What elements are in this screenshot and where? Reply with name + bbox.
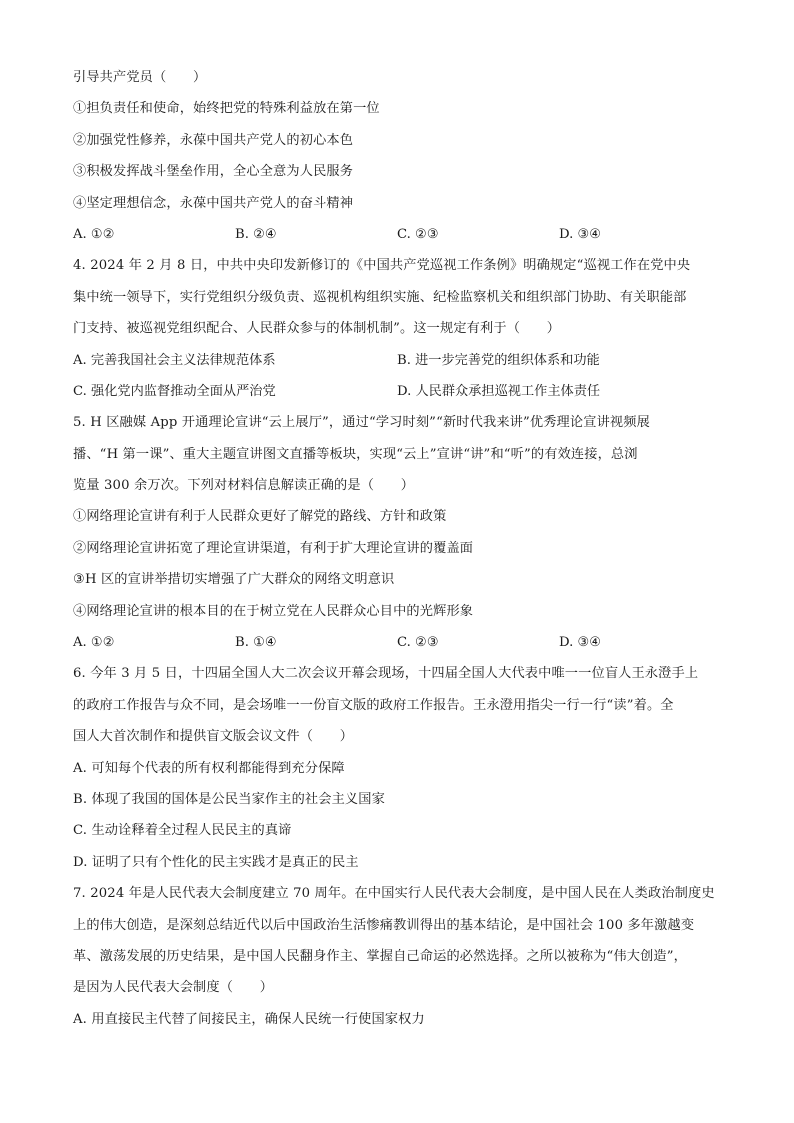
- q4-options-row-2: [73, 376, 723, 407]
- q7-stem-line-1: 7. 2024 年是人民代表大会制度建立 70 周年。在中国实行人民代表大会制度，是中国人民在人类政治制度史: [73, 886, 715, 902]
- q5-option-c: C. ②③: [397, 635, 439, 651]
- q4-option-d: D. 人民群众承担巡视工作主体责任: [397, 383, 601, 399]
- q4-option-c: C. 强化党内监督推动全面从严治党: [73, 383, 276, 399]
- q3-option-d: D. ③④: [559, 226, 602, 242]
- q3-option-b: B. ②④: [235, 226, 277, 242]
- q3-stem-tail: 引导共产党员（ ）: [73, 70, 207, 85]
- q4-stem-line-3: 门支持、被巡视党组织配合、人民群众参与的体制机制”。这一规定有利于（ ）: [73, 321, 561, 337]
- q5-option-a: A. ①②: [73, 635, 115, 651]
- q4-stem-line-1: 4. 2024 年 2 月 8 日，中共中央印发新修订的《中国共产党巡视工作条例》明确规定“巡视工作在党中央: [73, 258, 691, 274]
- q5-option-b: B. ①④: [235, 635, 277, 651]
- q3-item-3: ③积极发挥战斗堡垒作用，全心全意为人民服务: [73, 164, 354, 180]
- q5-item-1: ①网络理论宣讲有利于人民群众更好了解党的路线、方针和政策: [73, 509, 447, 525]
- q3-item-4: ④坚定理想信念，永葆中国共产党人的奋斗精神: [73, 195, 354, 211]
- q6-option-a: A. 可知每个代表的所有权利都能得到充分保障: [73, 760, 345, 776]
- q5-stem-line-3: 览量 300 余万次。下列对材料信息解读正确的是（ ）: [73, 478, 415, 494]
- q4-option-b: B. 进一步完善党的组织体系和功能: [397, 352, 600, 368]
- q4-option-a: A. 完善我国社会主义法律规范体系: [73, 352, 276, 368]
- q7-option-a: A. 用直接民主代替了间接民主，确保人民统一行使国家权力: [73, 1011, 425, 1027]
- q7-stem-line-3: 革、激荡发展的历史结果，是中国人民翻身作主、掌握自己命运的必然选择。之所以被称为“伟大创造”，: [73, 948, 687, 964]
- q3-options: [73, 219, 723, 250]
- q7-stem-line-4: 是因为人民代表大会制度（ ）: [73, 980, 274, 996]
- q6-stem-line-1: 6. 今年 3 月 5 日，十四届全国人大二次会议开幕会现场，十四届全国人大代表中唯一一位盲人王永澄手上: [73, 666, 699, 682]
- q4-stem-line-2: 集中统一领导下，实行党组织分级负责、巡视机构组织实施、纪检监察机关和组织部门协助、有关职能部: [73, 289, 687, 305]
- q5-stem-line-2: 播、“H 第一课”、重大主题宣讲图文直播等板块，实现“云上”宣讲“讲”和“听”的有效连接，总浏: [73, 446, 638, 462]
- q6-stem-line-3: 国人大首次制作和提供盲文版会议文件（ ）: [73, 729, 354, 745]
- q6-option-c: C. 生动诠释着全过程人民民主的真谛: [73, 823, 292, 839]
- q5-item-2: ②网络理论宣讲拓宽了理论宣讲渠道，有利于扩大理论宣讲的覆盖面: [73, 540, 474, 556]
- q3-item-2: ②加强党性修养，永葆中国共产党人的初心本色: [73, 132, 354, 148]
- q5-options: [73, 627, 723, 658]
- exam-page: [73, 62, 723, 1035]
- q6-stem-line-2: 的政府工作报告与众不同，是会场唯一一份盲文版的政府工作报告。王永澄用指尖一行一行“读”着。全: [73, 697, 674, 713]
- q5-stem-line-1: 5. H 区融媒 App 开通理论宣讲“云上展厅”，通过“学习时刻”“新时代我来讲”优秀理论宣讲视频展: [73, 415, 650, 431]
- q3-option-c: C. ②③: [397, 226, 439, 242]
- q5-item-3: ③H 区的宣讲举措切实增强了广大群众的网络文明意识: [73, 572, 395, 588]
- q6-option-b: B. 体现了我国的国体是公民当家作主的社会主义国家: [73, 791, 385, 807]
- q5-option-d: D. ③④: [559, 635, 602, 651]
- q4-options-row-1: [73, 345, 723, 376]
- q3-item-1: ①担负责任和使命，始终把党的特殊利益放在第一位: [73, 101, 380, 117]
- q3-option-a: A. ①②: [73, 226, 115, 242]
- q5-item-4: ④网络理论宣讲的根本目的在于树立党在人民群众心目中的光辉形象: [73, 603, 474, 619]
- q7-stem-line-2: 上的伟大创造，是深刻总结近代以后中国政治生活惨痛教训得出的基本结论，是中国社会 100 多年激越变: [73, 917, 695, 933]
- q6-option-d: D. 证明了只有个性化的民主实践才是真正的民主: [73, 854, 359, 870]
